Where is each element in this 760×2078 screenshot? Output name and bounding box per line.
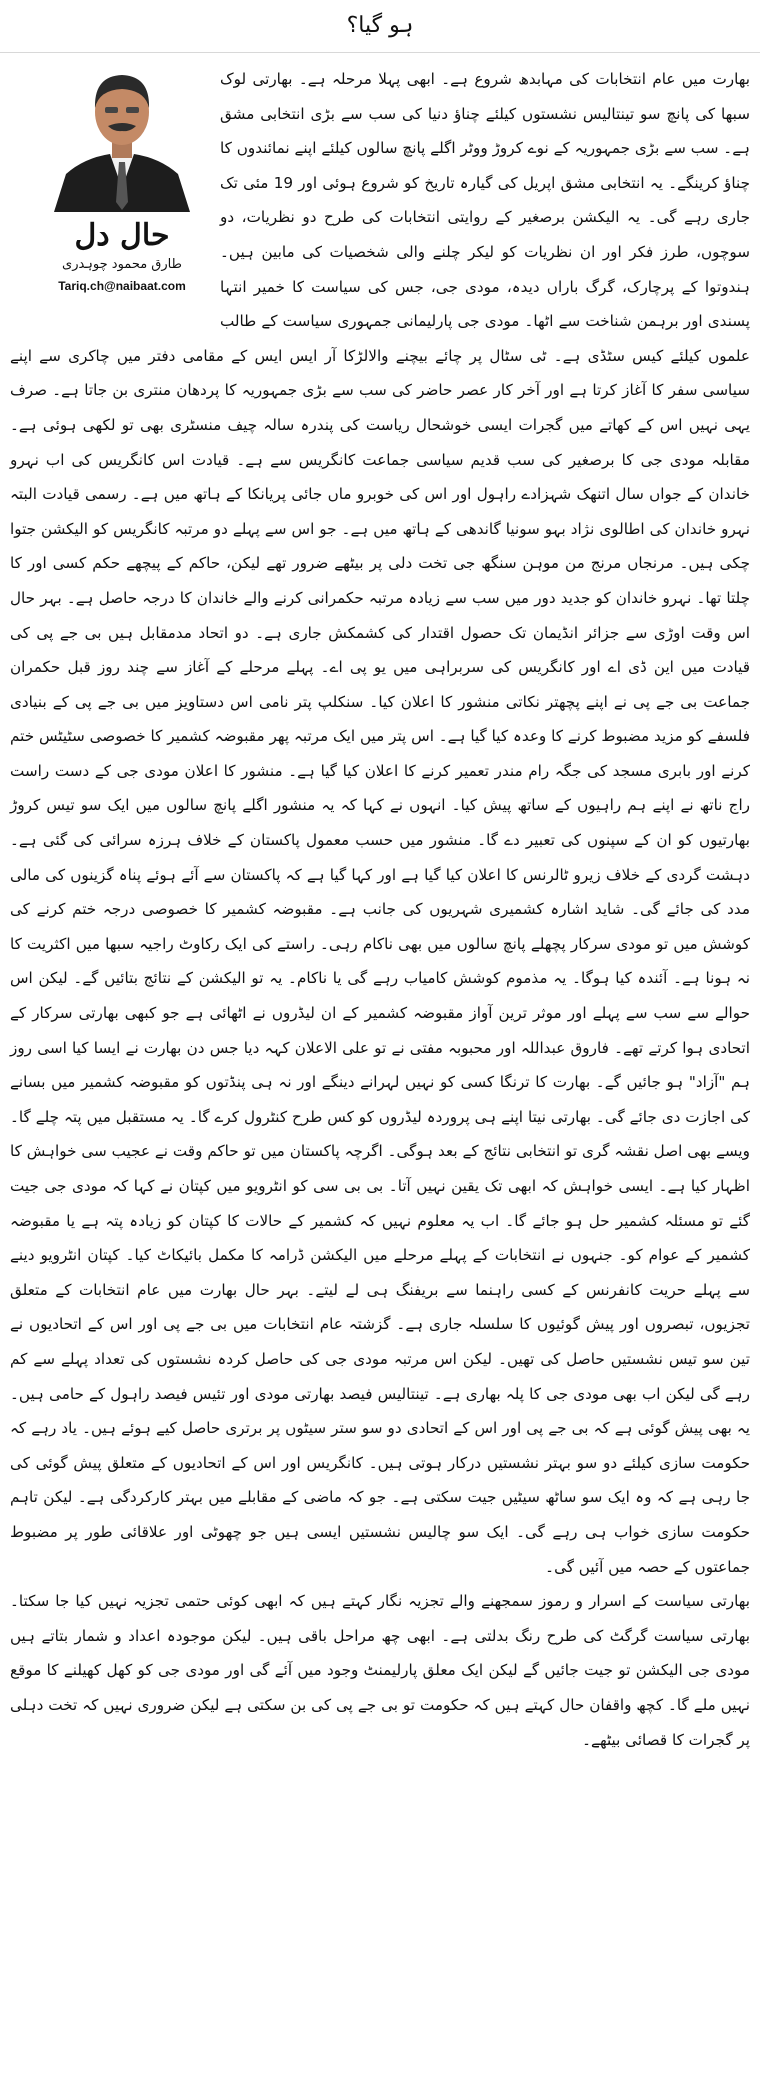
article-paragraph-1: بھارت میں عام انتخابات کی مہابدھ شروع ہے۔ ابھی پہلا مرحلہ ہے۔ بھارتی لوک سبھا کی پانچ سو تینتالیس نشستوں کیلئے چناؤ دنیا کی سب سے بڑی انتخابی مشق ہے۔ سب سے بڑی جمہوریہ کے نوے کروڑ ووٹر اگلے پانچ سالوں کیلئے اپنے نمائندوں کا چناؤ کرینگے۔ یہ انتخابی مشق اپریل کی گیارہ تاریخ کو شروع ہوئی اور 19 مئی تک جاری رہے گی۔ یہ الیکشن برصغیر کے روایتی انتخابات کی طرح دو نظریات، دو سوچوں، طرز فکر اور ان نظریات کو لیکر چلنے والی شخصیات کی مابین ہیں۔ ہندوتوا کے پرچارک، گرگ باراں دیدہ، مودی جی، جس کی سیاست کا خمیر انتہا پسندی اور برہمن شناخت سے اٹھا۔ مودی جی پارلیمانی جمہوری سیاست کے طالب علموں کیلئے کیس سٹڈی ہے۔ ٹی سٹال پر چائے بیچنے والالڑکا آر ایس ایس کے مقامی دفتر میں چاکری سے اپنے سیاسی سفر کا آغاز کرتا ہے اور آخر کار عصر حاضر کی سب سے بڑی جمہوریہ کا پردھان منتری بن جاتا ہے۔ صرف یہی نہیں اس کے کھاتے میں گجرات ایسی خوشحال ریاست کی پندرہ سالہ چیف منسٹری بھی تو لکھی ہوئی ہے۔ مقابلہ مودی جی کا برصغیر کی سب قدیم سیاسی جماعت کانگریس سے ہے۔ قیادت اس کانگریس کی اب نہرو خاندان کے جواں سال اتنھک شہزادے راہول اور اس کی خوبرو ماں جائی پریانکا کے ہاتھ میں ہے۔ رسمی قیادت البتہ نہرو خاندان کی اطالوی نژاد بہو سونیا گاندھی کے ہاتھ میں ہے۔ جو اس سے پہلے دو مرتبہ کانگریس کو الیکشن جتوا چکی ہیں۔ مرنجاں مرنج من موہن سنگھ جی تخت دلی پر بیٹھے ضرور تھے لیکن، حاکم کے پیچھے حکم کسی اور کا چلتا تھا۔ نہرو خاندان کو جدید دور میں سب سے زیادہ مرتبہ حکمرانی کرنے والے خاندان کا درجہ حاصل ہے۔ بہر حال اس وقت اوڑی سے جزائر انڈیمان تک حصول اقتدار کی کشمکش جاری ہے۔ دو اتحاد مدمقابل ہیں بی جے پی کی قیادت میں این ڈی اے اور کانگریس کی سربراہی میں یو پی اے۔ پہلے مرحلے کے آغاز سے چند روز قبل حکمران جماعت بی جے پی نے اپنے پچھتر نکاتی منشور کا اعلان کیا۔ سنکلپ پتر نامی اس دستاویز میں بی جے پی کے بنیادی فلسفے کو مزید مضبوط کرنے کا وعدہ کیا گیا ہے۔ اس پتر میں ایک مرتبہ پھر مقبوضہ کشمیر کا خصوصی سٹیٹس ختم کرنے اور بابری مسجد کی جگہ رام مندر تعمیر کرنے کا اعلان کیا گیا ہے۔ منشور کا اعلان مودی جی کے دست راست راج ناتھ نے اپنے ہم راہیوں کے ساتھ پیش کیا۔ انہوں نے کہا کہ یہ منشور اگلے پانچ سالوں میں ایک سو تیس کروڑ بھارتیوں کو ان کے سپنوں کی تعبیر دے گا۔ منشور میں حسب معمول پاکستان کے خلاف ہرزہ سرائی کی گئی ہے۔ دہشت گردی کے خلاف زیرو ٹالرنس کا اعلان کیا گیا ہے اور کہا گیا ہے کہ پاکستان سے آئے ہوئے پناہ گزینوں کی مالی مدد کی جائے گی۔ شاید اشارہ کشمیری شہریوں کی جانب ہے۔ مقبوضہ کشمیر کا خصوصی درجہ ختم کرنے کی کوشش میں تو مودی سرکار پچھلے پانچ سالوں میں بھی ناکام رہی۔ راستے کی ایک رکاوٹ راجیہ سبھا میں اکثریت کا نہ ہونا ہے۔ آئندہ کیا ہوگا۔ یہ مذموم کوشش کامیاب رہے گی یا ناکام۔ یہ تو الیکشن کے نتائج بتائیں گے۔ لیکن اس حوالے سے سب سے پہلے اور موثر ترین آواز مقبوضہ کشمیر کے ان لیڈروں نے اٹھائی ہے جو کبھی بھارتی سرکار کے اتحادی ہوا کرتے تھے۔ فاروق عبداللہ اور محبوبہ مفتی نے تو علی الاعلان کہہ دیا جس دن بھارت نے ایسا کیا اسی روز ہم "آزاد" ہو جائیں گے۔ بھارت کا ترنگا کسی کو نہیں لہرانے دینگے اور نہ ہی پنڈتوں کو مقبوضہ کشمیر میں بسانے کی اجازت دی جائے گی۔ بھارتی نیتا اپنے ہی پروردہ لیڈروں کو کس طرح کنٹرول کرے گا۔ یہ مستقبل میں پتہ چلے گا۔ ویسے بھی اصل نقشہ گری تو انتخابی نتائج کے بعد ہوگی۔ اگرچہ پاکستان میں تو حاکم وقت نے عجیب سی خواہش کا اظہار کیا ہے۔ ایسی خواہش کہ ابھی تک یقین نہیں آتا۔ بی بی سی کو انٹرویو میں کپتان نے کہا کہ مودی جی جیت گئے تو مسئلہ کشمیر حل ہو جائے گا۔ اب یہ معلوم نہیں کہ کشمیر کے حالات کا کپتان کو زیادہ پتہ ہے یا مقبوضہ کشمیر کے عوام کو۔ جنہوں نے انتخابات کے پہلے مرحلے میں الیکشن ڈرامہ کا مکمل بائیکاٹ کیا۔ کپتان انٹرویو دینے سے پہلے حریت کانفرنس کے کسی راہنما سے بریفنگ ہی لے لیتے۔ بہر حال بھارت میں عام انتخابات کے متعلق تجزیوں، تبصروں اور پیش گوئیوں کا سلسلہ جاری ہے۔ گزشتہ عام انتخابات میں بی جے پی اور اس کے اتحادیوں نے تین سو تیس نشستیں حاصل کی تھیں۔ لیکن اس مرتبہ مودی جی کی حاصل کردہ نشستوں کی تعداد پہلے سے کم رہے گی لیکن اب بھی مودی جی کا پلہ بھاری ہے۔ تینتالیس فیصد بھارتی مودی اور تئیس فیصد راہول کے حامی ہیں۔ یہ بھی پیش گوئی ہے کہ بی جے پی اور اس کے اتحادی دو سو ستر سیٹوں پر برتری حاصل کیے ہوئے ہیں۔ یاد رہے کہ حکومت سازی کیلئے دو سو بہتر نشستیں درکار ہوتی ہیں۔ کانگریس اور اس کے اتحادیوں کے متعلق پیش گوئی کی جا رہی ہے کہ وہ ایک سو ساٹھ سیٹیں جیت سکتی ہے۔ جو کہ ماضی کے مقابلے میں بہتر کارکردگی ہے۔ لیکن تاہم حکومت سازی خواب ہی رہے گی۔ ایک سو چالیس نشستیں ایسی ہیں جو چھوٹی اور علاقائی طور پر مضبوط جماعتوں کے حصہ میں آئیں گی۔	[10, 70, 750, 1576]
author-email-link[interactable]: Tariq.ch@naibaat.com	[58, 279, 186, 293]
article-body	[10, 62, 750, 1757]
article-title: ہو گیا؟	[0, 0, 760, 53]
author-name: طارق محمود چوہدری	[62, 257, 182, 272]
author-byline	[24, 62, 220, 307]
column-logo: حال دل	[74, 218, 170, 253]
author-portrait-icon	[24, 62, 220, 212]
article-paragraph-2: بھارتی سیاست کے اسرار و رموز سمجھنے والے تجزیہ نگار کہتے ہیں کہ ابھی کوئی حتمی تجزیہ نہیں کیا جا سکتا۔ بھارتی سیاست گرگٹ کی طرح رنگ بدلتی ہے۔ ابھی چھ مراحل باقی ہیں۔ لیکن موجودہ اعداد و شمار بتاتے ہیں مودی جی الیکشن تو جیت جائیں گے لیکن ایک معلق پارلیمنٹ وجود میں آئے گی اور مودی جی کو کھل کھیلنے کا موقع نہیں ملے گا۔ کچھ واقفان حال کہتے ہیں کہ حکومت تو بی جے پی کی بن سکتی ہے لیکن ضروری نہیں کہ تخت دہلی پر گجرات کا قصائی بیٹھے۔	[10, 1592, 750, 1749]
author-photo	[24, 62, 220, 212]
